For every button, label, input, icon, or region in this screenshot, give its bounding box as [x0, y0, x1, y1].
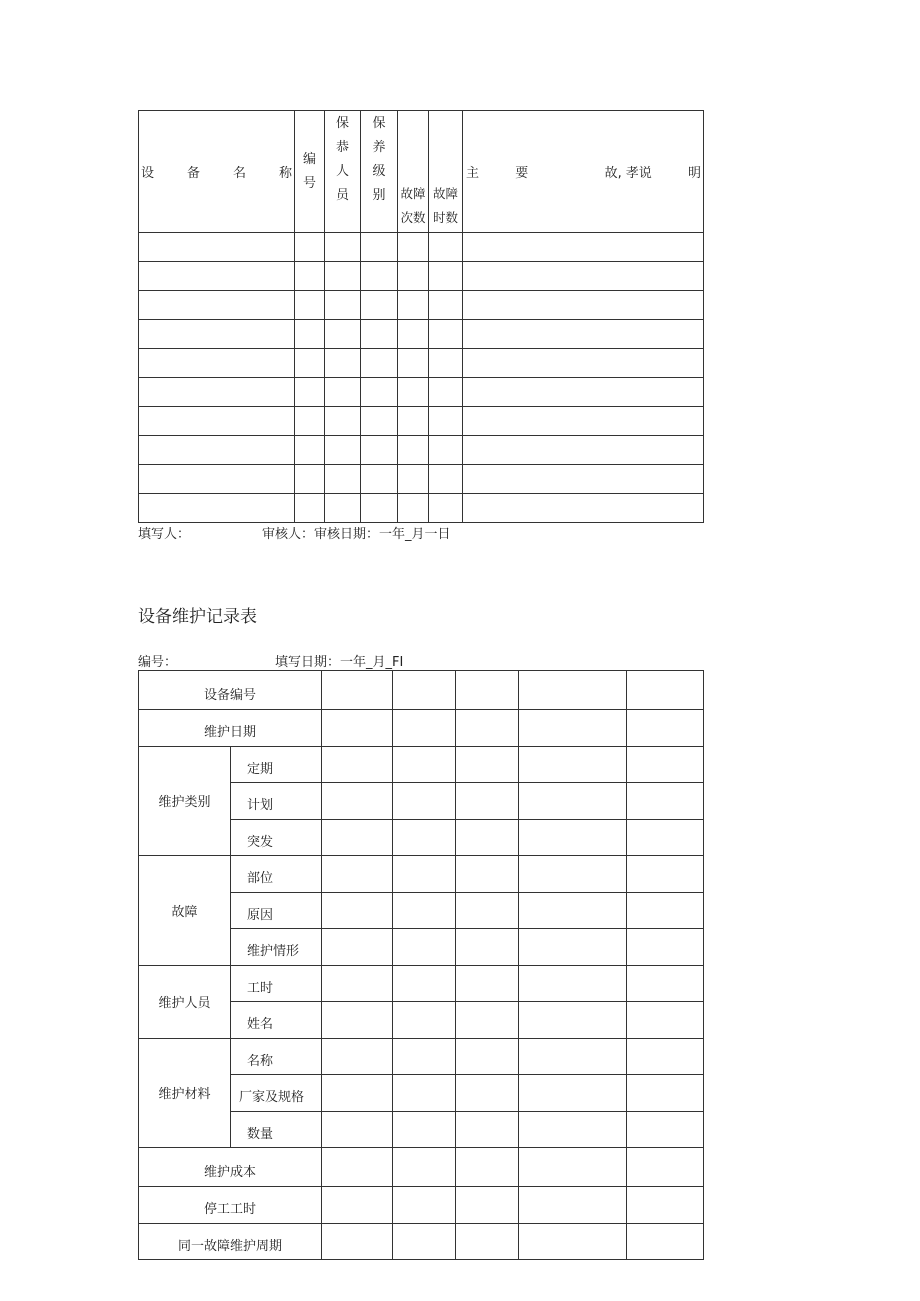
staff-work-hours: 工时 [231, 965, 322, 1002]
fault-cause: 原因 [231, 892, 322, 929]
header-number: 编 号 [295, 111, 325, 233]
header-fault-count: 故障 次数 [398, 111, 429, 233]
maintenance-material-label: 维护材料 [139, 1038, 231, 1148]
filler-label: 填写人： [138, 527, 191, 542]
table-row [139, 710, 704, 747]
table-row [139, 262, 704, 291]
downtime-hours-label: 停工工时 [139, 1187, 322, 1224]
table-row [139, 1223, 704, 1260]
table-row [139, 856, 704, 893]
table-row [139, 1038, 704, 1075]
header-maintenance-level: 保 养 级 别 [361, 111, 398, 233]
review-date-label: 审核日期：一年_月一日 [314, 527, 451, 542]
fault-summary-header-row [139, 111, 704, 233]
table-row [139, 291, 704, 320]
header-equipment-name: 设 备 名 称 [139, 111, 295, 233]
maintenance-record-table [138, 670, 704, 1260]
fill-date-label: 填写日期：一年_月_FI [275, 655, 404, 670]
reviewer-label: 审核人： [262, 527, 315, 542]
equipment-number-label: 设备编号 [139, 671, 322, 710]
table-row [139, 320, 704, 349]
material-quantity: 数量 [231, 1111, 322, 1148]
record-meta-line [138, 651, 403, 670]
maintenance-type-label: 维护类别 [139, 746, 231, 856]
table-row [139, 494, 704, 523]
table-row [139, 1148, 704, 1187]
fault-summary-table [138, 110, 704, 523]
staff-name: 姓名 [231, 1002, 322, 1039]
material-name: 名称 [231, 1038, 322, 1075]
record-number-label: 编号： [138, 655, 178, 670]
signature-line [138, 523, 451, 542]
material-manufacturer-spec: 厂家及规格 [231, 1075, 322, 1112]
table-row [139, 407, 704, 436]
maintenance-type-periodic: 定期 [231, 746, 322, 783]
table-row [139, 465, 704, 494]
table-row [139, 436, 704, 465]
fault-maintenance-situation: 维护情形 [231, 929, 322, 966]
header-fault-hours: 故障 时数 [429, 111, 463, 233]
maintenance-record-title: 设备维护记录表 [138, 607, 257, 627]
header-main-fault-description: 主 要 故, 孝说 明 [463, 111, 704, 233]
maintenance-cost-label: 维护成本 [139, 1148, 322, 1187]
table-row [139, 746, 704, 783]
table-row [139, 1187, 704, 1224]
maintenance-staff-label: 维护人员 [139, 965, 231, 1038]
maintenance-date-label: 维护日期 [139, 710, 322, 747]
table-row [139, 378, 704, 407]
maintenance-type-planned: 计划 [231, 783, 322, 820]
table-row [139, 349, 704, 378]
fault-label: 故障 [139, 856, 231, 966]
fault-location: 部位 [231, 856, 322, 893]
table-row [139, 233, 704, 262]
maintenance-type-sudden: 突发 [231, 819, 322, 856]
table-row [139, 671, 704, 710]
same-fault-cycle-label: 同一故障维护周期 [139, 1223, 322, 1260]
header-keeper: 保 恭 人 员 [325, 111, 361, 233]
table-row [139, 965, 704, 1002]
